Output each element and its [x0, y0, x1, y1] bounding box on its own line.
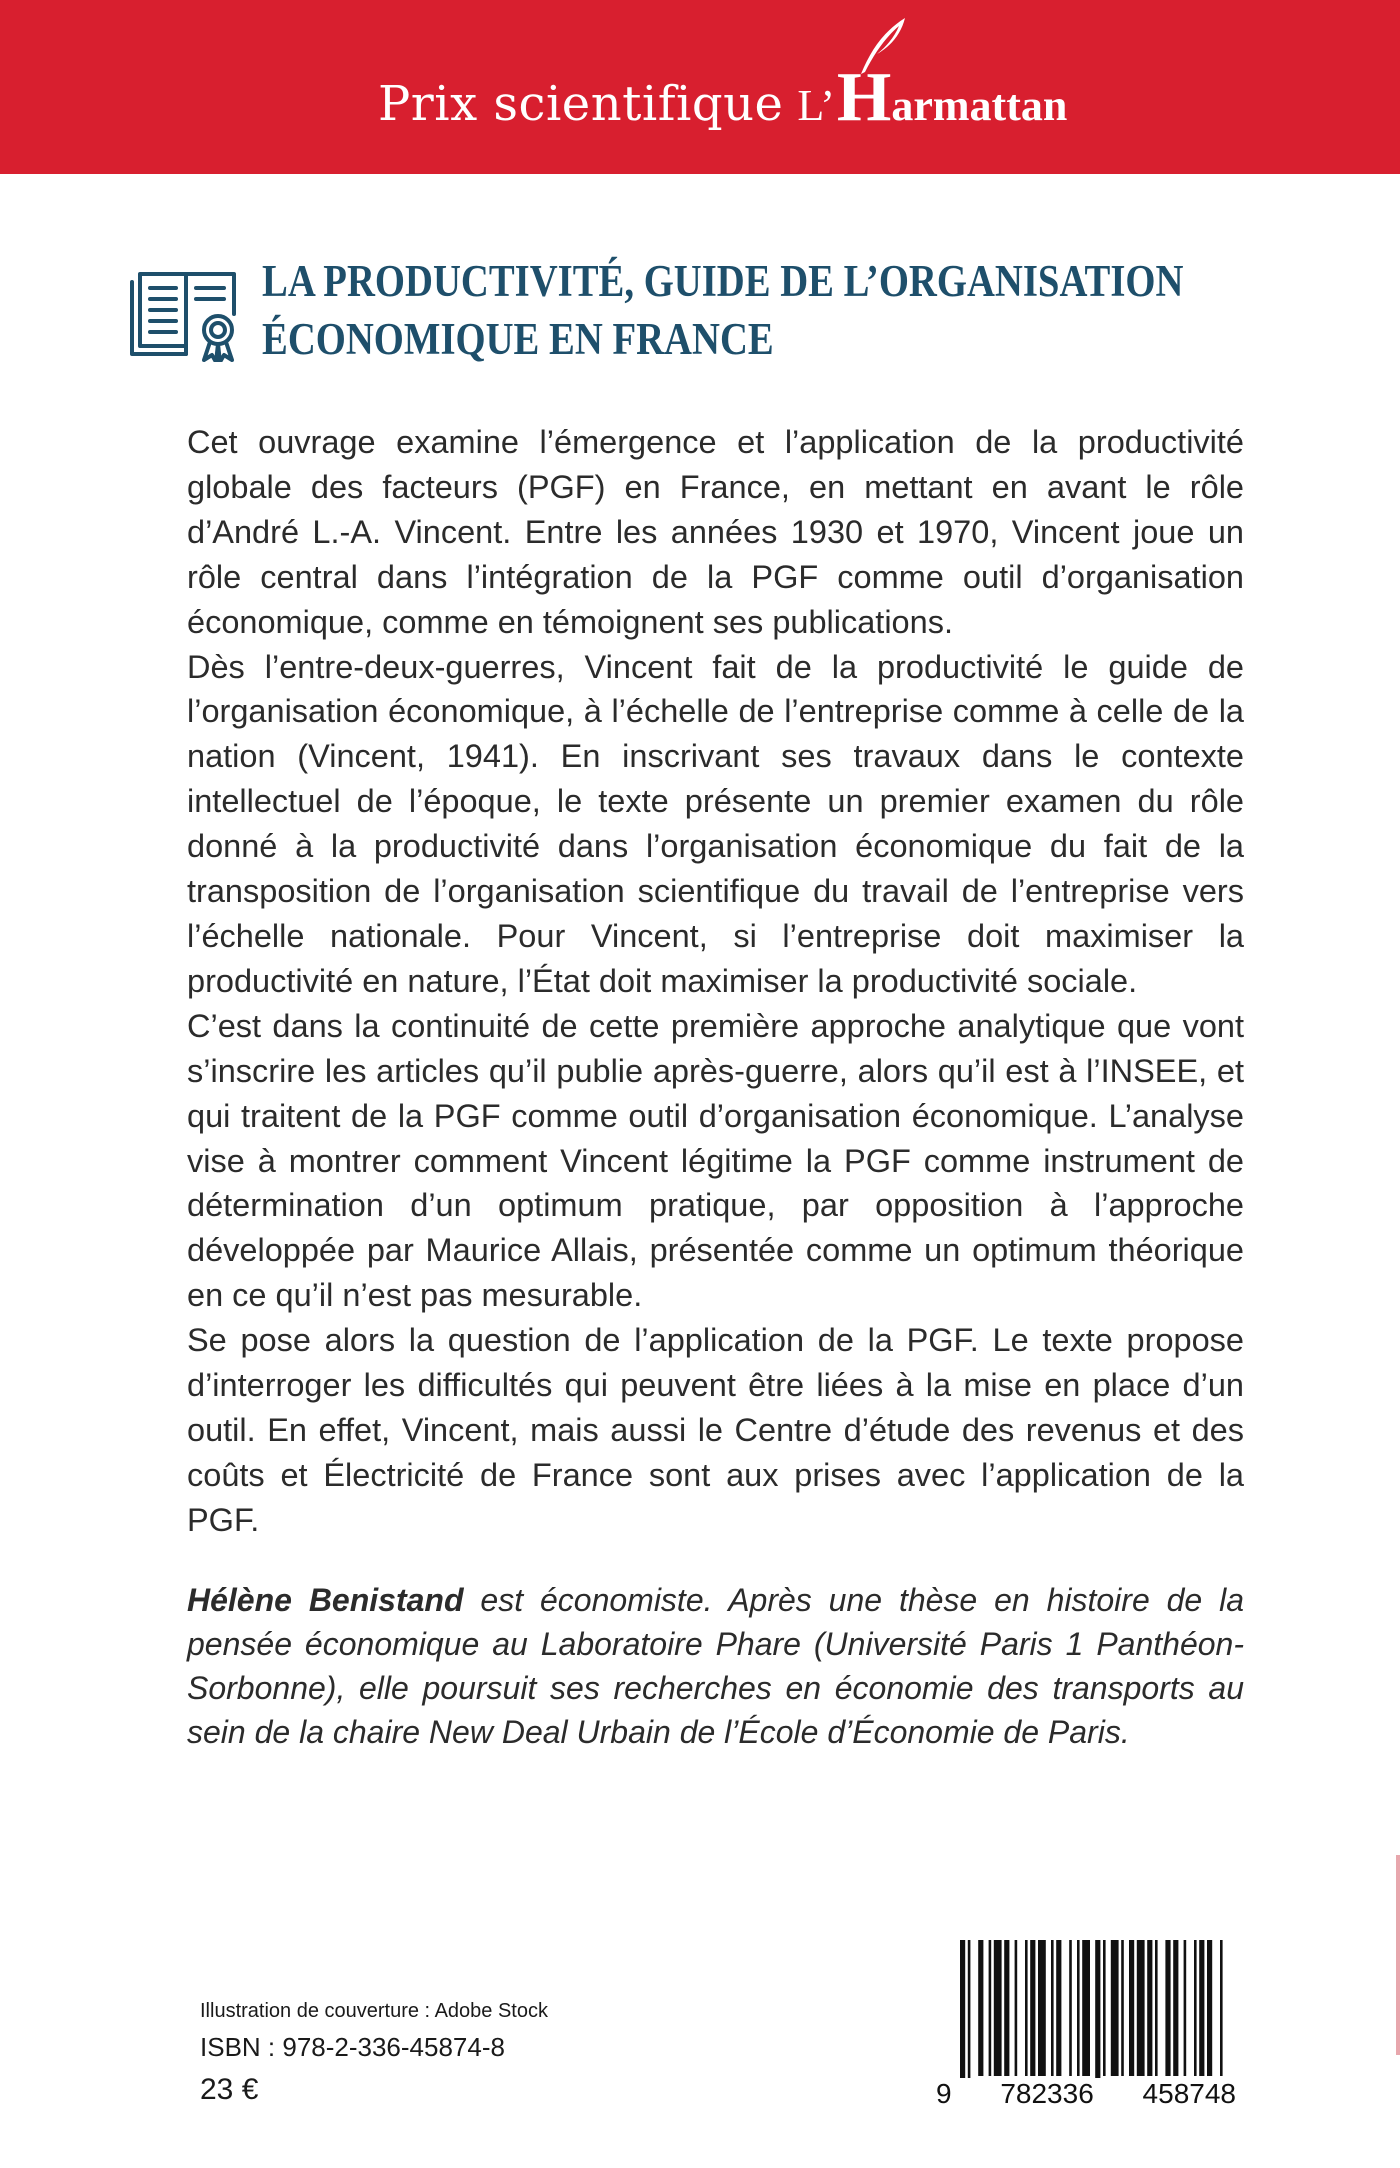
publisher-logo	[797, 58, 1067, 138]
barcode-stripe	[1056, 1940, 1061, 2076]
illustration-credit: Illustration de couverture : Adobe Stock	[200, 2000, 548, 2022]
barcode-digits	[936, 2078, 1236, 2110]
quill-icon	[857, 16, 909, 76]
publisher-prefix: L’	[797, 81, 835, 130]
author-bio	[187, 1578, 1244, 1754]
barcode-stripe	[1165, 1940, 1170, 2076]
summary-paragraph: Se pose alors la question de l’application de la PGF. Le texte propose d’interroger les difficultés qui peuvent être liées à la mise en place d’un outil. En effet, Vincent, mais aussi le Centre d’étude des revenus et des coûts et Électricité de France sont aux prises avec l’application de la PGF.	[187, 1322, 1244, 1538]
barcode-digit-group-1: 782336	[1000, 2078, 1094, 2109]
barcode-stripe	[1207, 1940, 1212, 2076]
barcode-stripe	[1155, 1940, 1158, 2076]
book-title-line-1: LA PRODUCTIVITÉ, GUIDE DE L’ORGANISATION	[262, 256, 1184, 306]
series-banner	[0, 0, 1400, 174]
banner-heading	[378, 58, 1068, 136]
isbn: ISBN : 978-2-336-45874-8	[200, 2032, 505, 2062]
barcode-stripe	[1051, 1940, 1054, 2076]
book-with-award-ribbon-icon	[130, 262, 248, 362]
book-title	[262, 252, 1184, 368]
barcode-stripe	[1147, 1940, 1152, 2076]
summary-paragraph: Dès l’entre-deux-guerres, Vincent fait de la productivité le guide de l’organisation économique, à l’échelle de l’entreprise comme à celle de la nation (Vincent, 1941). En inscrivant ses travaux dans le contexte intellectuel de l’époque, le texte présente un premier examen du rôle donné à la productivité dans l’organisation économique du fait de la transposition de l’organisation scientifique du travail de l’entreprise vers l’échelle nationale. Pour Vincent, si l’entreprise doit maximiser la productivité en nature, l’État doit maximiser la productivité sociale.	[187, 648, 1244, 999]
barcode-stripe	[1184, 1940, 1187, 2076]
barcode-digit-group-2: 458748	[1142, 2078, 1236, 2109]
publisher-initial	[837, 58, 891, 138]
barcode-digit-first: 9	[936, 2078, 952, 2109]
barcode-stripe	[1038, 1940, 1046, 2076]
summary-paragraph: Cet ouvrage examine l’émergence et l’application de la productivité globale des facteurs (PGF) en France, en mettant en avant le rôle d’André L.-A. Vincent. Entre les années 1930 et 1970, Vincent joue un rôle central dans l’intégration de la PGF comme outil d’organisation économique, comme en témoignent ses publications.	[187, 424, 1244, 640]
summary-paragraph: C’est dans la continuité de cette première approche analytique que vont s’inscrire les articles qu’il publie après-guerre, alors qu’il est à l’INSEE, et qui traitent de la PGF comme outil d’organisation économique. L’analyse vise à montrer comment Vincent légitime la PGF comme instrument de détermination d’un optimum pratique, par opposition à l’approche développée par Maurice Allais, présentée comme un optimum théorique en ce qu’il n’est pas mesurable.	[187, 1007, 1244, 1314]
barcode-stripe	[1121, 1940, 1124, 2076]
barcode-stripe	[1069, 1940, 1072, 2076]
author-bio-text: est économiste. Après une thèse en histoire de la pensée économique au Laboratoire Phare (Université Paris 1 Panthéon-Sorbonne), elle poursuit ses recherches en économie des transports au sein de la chaire New Deal Urbain de l’École d’Économie de Paris.	[187, 1582, 1245, 1750]
barcode-stripe	[1004, 1940, 1009, 2076]
price: 23 €	[200, 2073, 259, 2106]
barcode-stripe	[994, 1940, 1002, 2076]
book-summary	[187, 420, 1244, 1543]
barcode-stripe	[1194, 1940, 1197, 2076]
barcode-stripe	[1082, 1940, 1090, 2076]
barcode-stripe	[989, 1940, 992, 2076]
edge-mark	[1396, 1855, 1400, 2055]
barcode-stripe	[1173, 1940, 1178, 2076]
publisher-rest: armattan	[891, 81, 1068, 130]
author-name: Hélène Benistand	[187, 1582, 464, 1618]
barcode-stripe	[1129, 1940, 1134, 2076]
publisher-initial-letter: H	[836, 59, 892, 136]
credits-block	[200, 1998, 650, 2112]
barcode-stripe	[978, 1940, 983, 2076]
barcode-stripe	[1137, 1940, 1145, 2076]
barcode-stripe	[1220, 1940, 1223, 2076]
barcode-stripe	[1077, 1940, 1080, 2076]
series-label: Prix scientifique	[378, 76, 784, 132]
barcode-stripe	[1111, 1940, 1119, 2076]
barcode-stripe	[1103, 1940, 1106, 2076]
barcode-stripe	[1015, 1940, 1018, 2076]
barcode-stripe	[1199, 1940, 1204, 2076]
book-title-line-2: ÉCONOMIQUE EN FRANCE	[262, 314, 774, 364]
barcode-stripe	[1030, 1940, 1035, 2076]
barcode-stripe	[1025, 1940, 1028, 2076]
